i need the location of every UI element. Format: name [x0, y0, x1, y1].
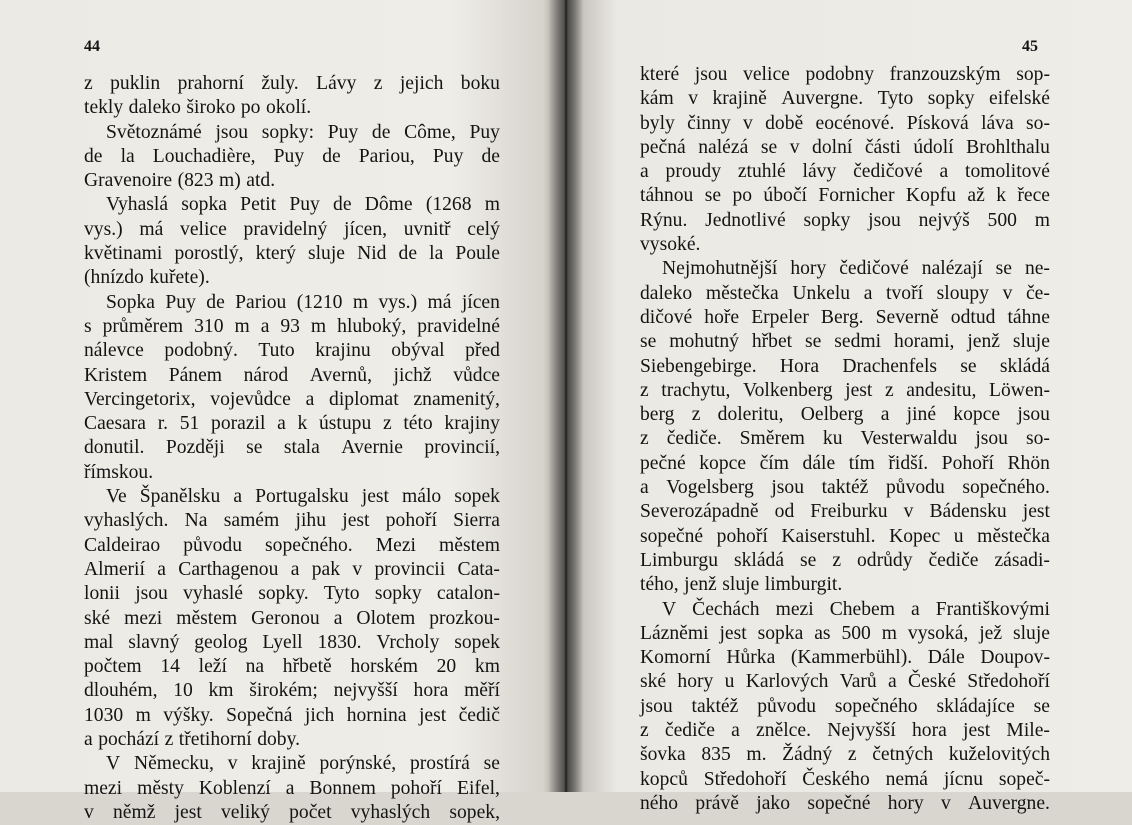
text-line: z trachytu, Volkenberg jest z andesitu, Löwen- — [640, 379, 1050, 401]
text-line: byly činny v době eocénové. Písková láva so- — [640, 112, 1050, 134]
text-line: které jsou velice podobny franzouzským sop- — [640, 64, 1050, 85]
text-line: (hnízdo kuřete). — [84, 267, 210, 289]
page-number-right: 45 — [1022, 38, 1038, 55]
text-line: Almerií a Carthagenou a pak v provincii Cata- — [84, 558, 500, 580]
text-line: dlouhém, 10 km širokém; nejvyšší hora měří — [84, 680, 500, 702]
text-line: Severozápadně od Freiburku v Bádensku jest — [640, 501, 1050, 523]
text-line: Kristem Pánem národ Avernů, jichž vůdce — [84, 364, 500, 386]
text-line: z čediče. Směrem ku Vesterwaldu jsou so- — [640, 428, 1050, 450]
text-line: Vercingetorix, vojevůdce a diplomat znamenitý, — [84, 388, 500, 410]
text-line: Siebengebirge. Hora Drachenfels se skládá — [640, 355, 1050, 377]
text-line: mezi městy Koblenzí a Bonnem pohoří Eifel, — [84, 777, 500, 799]
text-line: kopců Středohoří Českého nemá jícnu sopeč- — [640, 768, 1050, 790]
text-line: vysoké. — [640, 234, 701, 256]
text-line: sopečné pohoří Kaiserstuhl. Kopec u městečka — [640, 525, 1050, 547]
text-line: a pochází z třetihorní doby. — [84, 729, 301, 751]
left-page-text — [84, 72, 500, 825]
text-line: a proudy ztuhlé lávy čedičové a tomolitové — [640, 161, 1050, 183]
text-line: Komorní Hůrka (Kammerbühl). Dále Doupov- — [640, 647, 1050, 669]
page-number-left: 44 — [84, 38, 100, 55]
text-line: Sopka Puy de Pariou (1210 m vys.) má jícen — [106, 291, 500, 313]
text-line: táhnou se po úbočí Fornicher Kopfu až k řece — [640, 185, 1050, 207]
text-line: tého, jenž sluje limburgit. — [640, 574, 843, 596]
text-line: šovka 835 m. Žádný z četných kuželovitých — [640, 744, 1050, 766]
text-line: v němž jest veliký počet vyhaslých sopek, — [84, 801, 500, 823]
text-line: pečná nalézá se v dolní části údolí Brohlthalu — [640, 136, 1050, 158]
text-line: vyhaslých. Na samém jihu jest pohoří Sierra — [84, 510, 500, 532]
text-line: Rýnu. Jednotlivé sopky jsou nejvýš 500 m — [640, 209, 1050, 231]
text-line: V Čechách mezi Chebem a Františkovými — [662, 598, 1050, 620]
text-line: vys.) má velice pravidelný jícen, uvnitř celý — [84, 218, 500, 240]
text-line: Caldeirao původu sopečného. Mezi městem — [84, 534, 500, 556]
text-line: květinami porostlý, který sluje Nid de la Poule — [84, 243, 500, 265]
text-line: kám v krajině Auvergne. Tyto sopky eifelské — [640, 88, 1050, 110]
text-line: Ve Španělsku a Portugalsku jest málo sopek — [106, 486, 500, 508]
text-line: Nejmohutnější hory čedičové nalézají se ne- — [662, 258, 1050, 280]
text-line: donutil. Později se stala Avernie provincií, — [84, 437, 500, 459]
text-line: z puklin prahorní žuly. Lávy z jejich boku — [84, 73, 500, 94]
text-line: de la Louchadière, Puy de Pariou, Puy de — [84, 145, 500, 167]
text-line: z čediče a znělce. Nejvyšší hora jest Mile- — [640, 720, 1050, 742]
text-line: 1030 m výšky. Sopečná jich hornina jest čedič — [84, 704, 500, 726]
text-line: lonii jsou vyhaslé sopky. Tyto sopky catalon- — [84, 583, 500, 605]
text-line: ské mezi městem Geronou a Olotem prozkou- — [84, 607, 500, 629]
text-line: římskou. — [84, 461, 154, 483]
right-page — [566, 0, 1132, 814]
text-line: Lázněmi jest sopka as 500 m vysoká, jež sluje — [640, 622, 1050, 644]
right-page-text — [640, 63, 1050, 816]
text-line: daleko městečka Unkelu a tvoří sloupy v če- — [640, 282, 1050, 304]
text-line: Vyhaslá sopka Petit Puy de Dôme (1268 m — [106, 194, 500, 216]
text-line: se mohutný hřbet se sedmi horami, jenž sluje — [640, 331, 1050, 353]
text-line: berg z doleritu, Oelberg a jiné kopce jsou — [640, 404, 1050, 426]
text-line: V Německu, v krajině porýnské, prostírá se — [106, 753, 500, 775]
text-line: Limburgu skládá se z odrůdy čediče zásadi- — [640, 549, 1050, 571]
text-line: ské hory u Karlových Varů a České Středohoří — [640, 671, 1050, 693]
text-line: dičové hoře Erpeler Berg. Severně odtud táhne — [640, 306, 1050, 328]
text-line: ného právě jako sopečné hory v Auvergne. — [640, 792, 1050, 814]
left-page — [0, 0, 566, 823]
text-line: pečné kopce čím dále tím řidší. Pohoří Rhön — [640, 452, 1050, 474]
text-line: počtem 14 leží na hřbetě horském 20 km — [84, 656, 500, 678]
text-line: nálevce podobný. Tuto krajinu obýval před — [84, 340, 500, 362]
text-line: mal slavný geolog Lyell 1830. Vrcholy sopek — [84, 631, 500, 653]
text-line: Gravenoire (823 m) atd. — [84, 170, 276, 192]
text-line: Světoznámé jsou sopky: Puy de Côme, Puy — [106, 121, 500, 143]
text-line: s průměrem 310 m a 93 m hluboký, pravidelné — [84, 315, 500, 337]
text-line: a Vogelsberg jsou taktéž původu sopečného. — [640, 477, 1050, 499]
text-line: Caesara r. 51 porazil a k ústupu z této krajiny — [84, 413, 500, 435]
text-line: jsou taktéž původu sopečného skládajíce se — [640, 695, 1050, 717]
text-line: tekly daleko široko po okolí. — [84, 97, 312, 119]
